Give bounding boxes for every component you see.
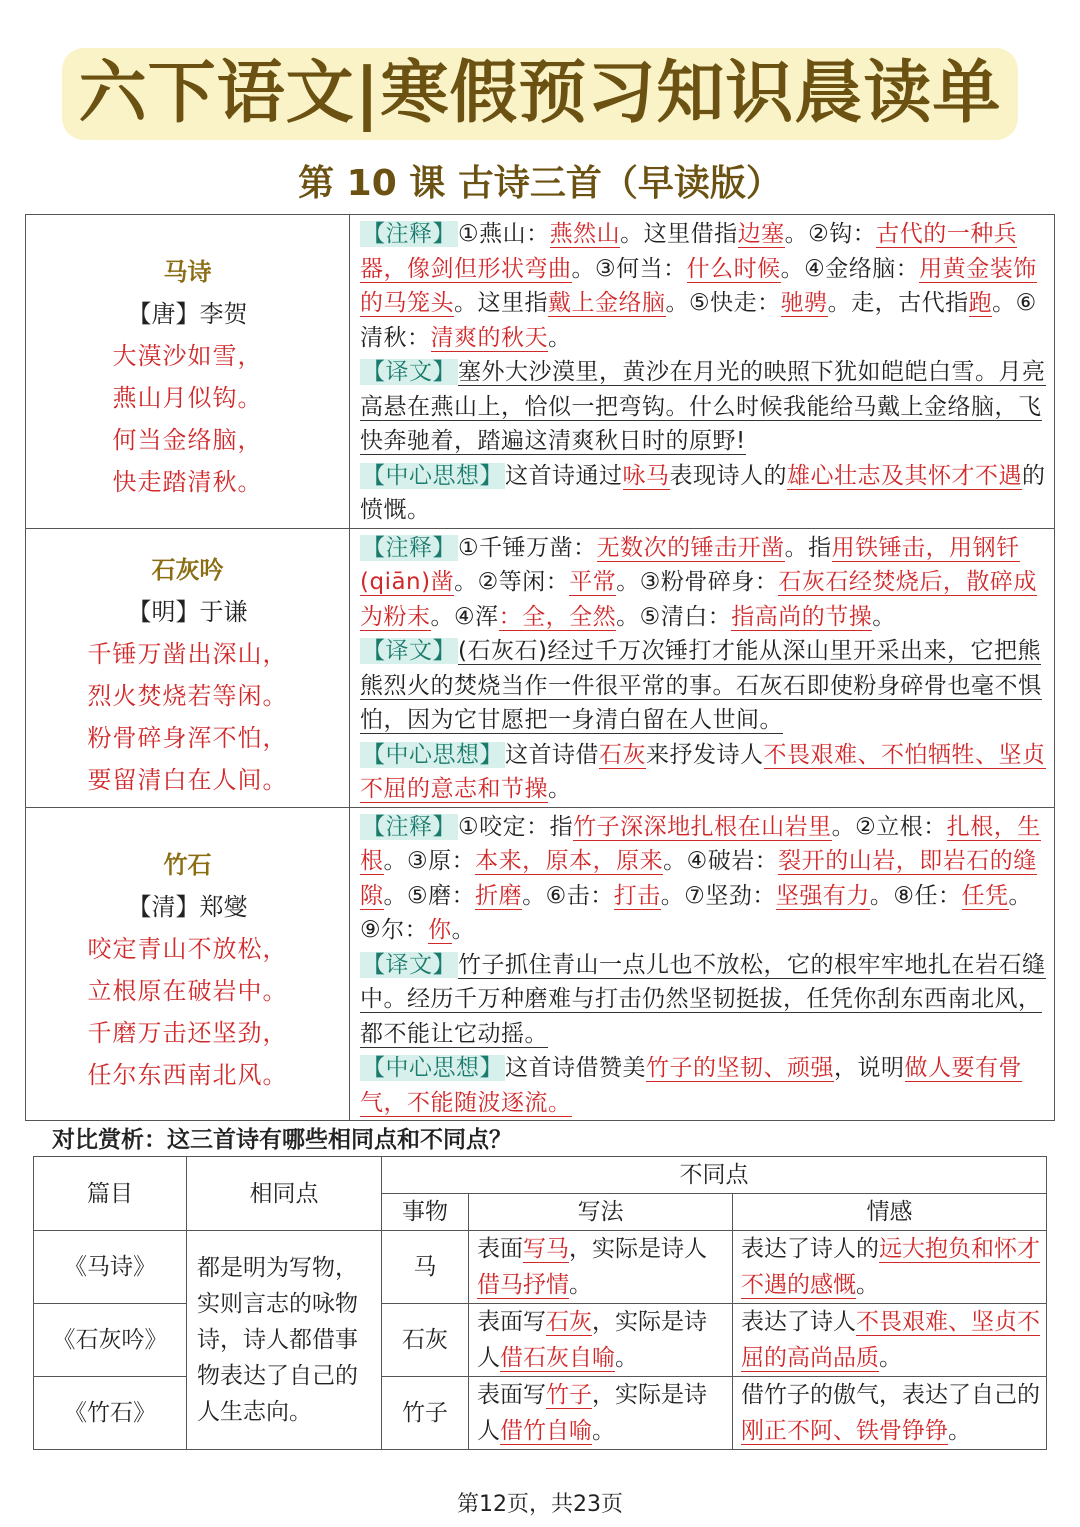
- plain-text: 这首诗借赞美: [505, 1055, 646, 1081]
- comparison-title: 对比赏析：这三首诗有哪些相同点和不同点？: [52, 1127, 512, 1153]
- poem-line: 粉骨碎身浑不怕，: [87, 723, 288, 752]
- notes-paragraph: [360, 217, 1046, 355]
- highlight-text: 竹子: [546, 1382, 592, 1408]
- poem-name: 竹石: [163, 850, 212, 879]
- plain-text: 。: [948, 1418, 971, 1444]
- highlight-text: 雄心壮志及其怀才不遇: [787, 462, 1022, 489]
- poem-line: 任尔东西南北风。: [87, 1060, 288, 1089]
- translation-body: 竹子抓住青山一点儿也不放松，它的根牢牢地扎在岩石缝中。经历千万种磨难与打击仍然坚韧挺拔，任凭你刮东西南北风，都不能让它动摇。: [360, 951, 1046, 1047]
- plain-text: 。②钩：: [784, 221, 877, 247]
- plain-text: 。: [856, 1272, 879, 1298]
- poem-line: 千锤万凿出深山，: [87, 639, 288, 668]
- notes-body: [360, 814, 1041, 945]
- plain-text: 。⑨尔：: [360, 882, 1032, 943]
- header-title: 篇目: [34, 1157, 187, 1231]
- plain-text: 表面写: [477, 1309, 546, 1335]
- poem-text-cell: [26, 215, 350, 529]
- notes-tag: 【注释】: [362, 813, 456, 840]
- plain-text: ，说明: [834, 1055, 905, 1081]
- poem-author: 【清】郑燮: [127, 892, 248, 921]
- plain-text: 。: [872, 603, 896, 630]
- plain-text: 。③何当：: [571, 255, 687, 282]
- translation-body: 塞外大沙漠里，黄沙在月光的映照下犹如皑皑白雪。月亮高悬在燕山上，恰似一把弯钩。什么时候我能给马戴上金络脑，飞快奔驰着，踏遍这清爽秋日时的原野!: [360, 359, 1046, 454]
- poem-line: 烈火焚烧若等闲。: [87, 681, 288, 710]
- highlight-text: 边塞: [737, 221, 785, 247]
- plain-text: 这首诗通过: [505, 462, 623, 489]
- plain-text: 。④浑: [430, 603, 499, 630]
- row-thing: 竹子: [382, 1377, 469, 1450]
- comparison-row: [34, 1231, 1047, 1304]
- plain-text: 。⑧任：: [869, 882, 962, 909]
- translation-paragraph: [360, 948, 1046, 1052]
- highlight-text: 戴上金络脑: [548, 290, 666, 316]
- translation-paragraph: [360, 634, 1046, 738]
- plain-text: ，实际是诗人: [477, 1309, 707, 1371]
- plain-text: 。③原：: [383, 848, 476, 874]
- row-emotion: [733, 1231, 1047, 1304]
- notes-body: [360, 535, 1037, 631]
- highlight-text: 借竹自喻: [500, 1418, 592, 1444]
- highlight-text: 折磨: [475, 882, 523, 909]
- highlight-text: 做人要有骨气，不能随波逐流。: [360, 1055, 1022, 1116]
- poem-notes-cell: [350, 807, 1055, 1121]
- plain-text: 。: [451, 917, 476, 943]
- notes-tag: 【注释】: [362, 534, 456, 561]
- plain-text: 。②等闲：: [454, 569, 570, 595]
- highlight-text: 任凭: [961, 882, 1009, 909]
- plain-text: 。⑦坚劲：: [660, 882, 776, 909]
- plain-text: ，实际是诗人: [569, 1236, 707, 1262]
- plain-text: 这首诗借: [505, 741, 599, 768]
- plain-text: 。: [592, 1418, 615, 1444]
- same-points: 都是明为写物，实则言志的咏物诗，诗人都借事物表达了自己的人生志向。: [187, 1231, 382, 1450]
- theme-tag: 【中心思想】: [362, 1055, 503, 1081]
- highlight-text: 指高尚的节操: [731, 603, 873, 630]
- plain-text: 。指: [784, 534, 832, 561]
- plain-text: 。④金络脑：: [780, 255, 920, 282]
- highlight-text: 远大抱负和怀才不遇的感慨: [741, 1236, 1040, 1298]
- plain-text: 。⑤磨：: [383, 882, 476, 909]
- highlight-text: 燕然山: [549, 221, 621, 247]
- header-emotion: 情感: [733, 1194, 1047, 1231]
- plain-text: 的愤慨。: [360, 462, 1046, 523]
- row-emotion: [733, 1304, 1047, 1377]
- highlight-text: 不畏艰难、坚贞不屈的高尚品质: [741, 1309, 1040, 1371]
- highlight-text: 跑: [968, 290, 993, 316]
- comparison-header-row: [34, 1157, 1047, 1194]
- highlight-text: 借马抒情: [477, 1272, 569, 1298]
- notes-body: [360, 221, 1037, 352]
- row-method: [469, 1231, 733, 1304]
- notes-tag: 【注释】: [362, 221, 456, 247]
- row-method: [469, 1377, 733, 1450]
- translation-paragraph: [360, 355, 1046, 459]
- poem-line: 咬定青山不放松，: [87, 934, 288, 963]
- row-title: 《竹石》: [34, 1377, 187, 1450]
- header-same: 相同点: [187, 1157, 382, 1231]
- theme-tag: 【中心思想】: [362, 462, 503, 489]
- header-diff: 不同点: [382, 1157, 1047, 1194]
- comparison-row: [34, 1304, 1047, 1377]
- highlight-text: 竹子深深地扎根在山岩里: [573, 813, 832, 840]
- highlight-text: 本来，原本，原来: [475, 848, 664, 874]
- theme-paragraph: [360, 738, 1046, 807]
- plain-text: 。③粉骨碎身：: [616, 569, 779, 595]
- highlight-text: 平常: [569, 569, 617, 595]
- plain-text: 。⑤快走：: [665, 290, 781, 316]
- plain-text: 表现诗人的: [669, 462, 787, 489]
- header-thing: 事物: [382, 1194, 469, 1231]
- row-thing: 石灰: [382, 1304, 469, 1377]
- highlight-text: 刚正不阿、铁骨铮铮: [741, 1418, 948, 1444]
- plain-text: 表达了诗人: [741, 1309, 856, 1335]
- plain-text: 。⑤清白：: [616, 603, 732, 630]
- notes-paragraph: [360, 810, 1046, 948]
- plain-text: 。: [548, 324, 572, 351]
- plain-text: ，实际是诗人: [477, 1382, 707, 1444]
- poem-line: 何当金络脑，: [112, 426, 263, 454]
- lesson-subtitle: 第 10 课 古诗三首（早读版）: [298, 163, 782, 204]
- plain-text: 借竹子的傲气，表达了自己的: [741, 1382, 1040, 1408]
- highlight-text: ：全，全然: [498, 603, 617, 630]
- poem-notes-cell: [350, 215, 1055, 529]
- plain-text: 。: [548, 776, 572, 802]
- plain-text: 。: [879, 1345, 902, 1371]
- highlight-text: 你: [428, 917, 452, 943]
- poem-name: 石灰吟: [151, 555, 224, 584]
- poem-line: 燕山月似钩。: [112, 384, 263, 412]
- plain-text: 来抒发诗人: [646, 741, 764, 768]
- translation-tag: 【译文】: [362, 359, 456, 385]
- highlight-text: 古代的一种兵器，像剑但形状弯曲: [360, 221, 1018, 282]
- highlight-text: 石灰石经焚烧后，散碎成为粉末: [360, 569, 1037, 630]
- highlight-text: 坚强有力: [775, 882, 870, 909]
- plain-text: ①千锤万凿：: [458, 534, 597, 561]
- plain-text: 。: [615, 1345, 638, 1371]
- highlight-text: 写马: [523, 1236, 569, 1262]
- highlight-text: 无数次的锤击开凿: [596, 534, 785, 561]
- plain-text: 表面写: [477, 1382, 546, 1408]
- notes-paragraph: [360, 531, 1046, 635]
- theme-tag: 【中心思想】: [362, 741, 503, 768]
- poem-text-cell: [26, 528, 350, 807]
- highlight-text: 不畏艰难、不怕牺牲、坚贞不屈的意志和节操: [360, 741, 1046, 802]
- row-title: 《马诗》: [34, 1231, 187, 1304]
- theme-paragraph: [360, 1051, 1046, 1120]
- comparison-row: [34, 1377, 1047, 1450]
- plain-text: 。④破岩：: [663, 848, 779, 874]
- poem-row-mashi: [26, 215, 1055, 529]
- translation-body: (石灰石)经过千万次锤打才能从深山里开采出来，它把熊熊烈火的焚烧当作一件很平常的事。石灰石即使粉身碎骨也毫不惧怕，因为它甘愿把一身清白留在人世间。: [360, 638, 1042, 733]
- translation-tag: 【译文】: [362, 951, 456, 978]
- poem-row-shihuiyin: [26, 528, 1055, 807]
- highlight-text: 什么时候: [686, 255, 781, 282]
- row-thing: 马: [382, 1231, 469, 1304]
- plain-text: 。②立根：: [831, 813, 947, 840]
- poem-author: 【明】于谦: [127, 597, 248, 626]
- plain-text: 。走，古代指: [827, 290, 969, 316]
- plain-text: 。⑥清秋：: [360, 290, 1037, 351]
- highlight-text: 石灰: [599, 741, 646, 768]
- row-title: 《石灰吟》: [34, 1304, 187, 1377]
- highlight-text: 咏马: [622, 462, 670, 489]
- poem-name: 马诗: [163, 258, 212, 286]
- highlight-text: 驰骋: [780, 290, 828, 316]
- plain-text: 。这里借指: [620, 221, 738, 247]
- poem-text-cell: [26, 807, 350, 1121]
- plain-text: 。这里指: [454, 290, 548, 316]
- plain-text: 表达了诗人的: [741, 1236, 879, 1262]
- highlight-text: 借石灰自喻: [500, 1345, 615, 1371]
- highlight-text: 石灰: [546, 1309, 592, 1335]
- row-emotion: [733, 1377, 1047, 1450]
- highlight-text: 用铁锤击，用钢钎(qiān)凿: [360, 534, 1020, 595]
- highlight-text: 裂开的山岩，即岩石的缝隙: [360, 848, 1037, 909]
- row-method: [469, 1304, 733, 1377]
- highlight-text: 打击: [613, 882, 661, 909]
- highlight-text: 竹子的坚韧、顽强: [646, 1055, 834, 1081]
- header-method: 写法: [469, 1194, 733, 1231]
- translation-tag: 【译文】: [362, 638, 456, 664]
- poem-row-zhushi: [26, 807, 1055, 1121]
- poem-author: 【唐】李贺: [127, 300, 248, 328]
- poem-line: 快走踏清秋。: [112, 468, 263, 496]
- plain-text: ①咬定：指: [458, 813, 574, 840]
- plain-text: 。: [569, 1272, 592, 1298]
- plain-text: ①燕山：: [458, 221, 550, 247]
- highlight-text: 扎根，生根: [360, 813, 1041, 874]
- theme-paragraph: [360, 459, 1046, 528]
- poem-table: [25, 214, 1055, 1121]
- poem-line: 要留清白在人间。: [87, 765, 288, 794]
- poem-line: 大漠沙如雪，: [112, 342, 263, 370]
- page-footer: 第12页，共23页: [457, 1492, 623, 1517]
- plain-text: 表面: [477, 1236, 523, 1262]
- poem-line: 千磨万击还坚劲，: [87, 1018, 288, 1047]
- comparison-table: [33, 1156, 1047, 1450]
- poem-line: 立根原在破岩中。: [87, 976, 288, 1005]
- highlight-text: 清爽的秋天: [430, 324, 548, 351]
- highlight-text: 用黄金装饰的马笼头: [360, 255, 1037, 316]
- page-title: 六下语文|寒假预习知识晨读单: [78, 54, 1002, 133]
- poem-notes-cell: [350, 528, 1055, 807]
- plain-text: 。⑥击：: [522, 882, 614, 909]
